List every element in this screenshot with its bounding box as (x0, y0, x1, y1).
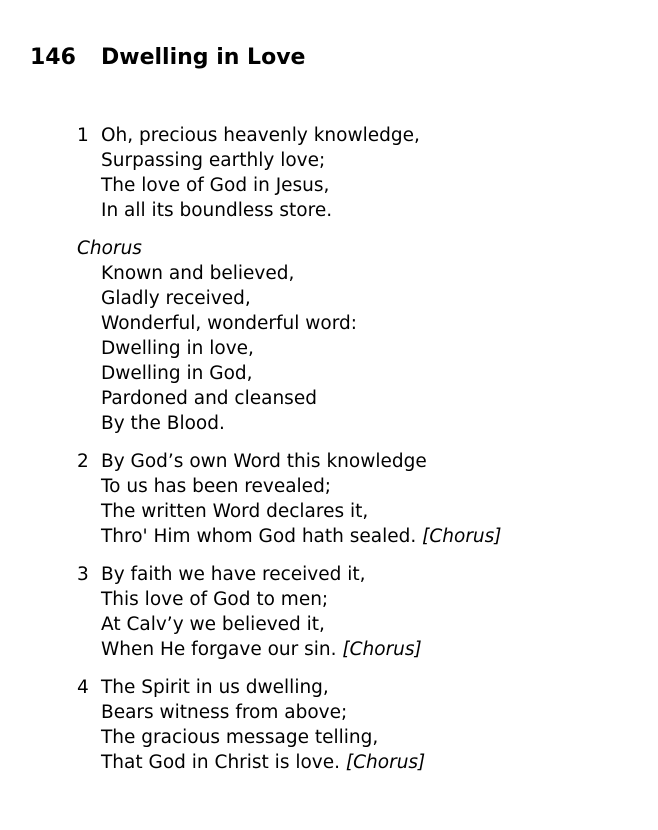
hymn-header (30, 43, 305, 73)
verse-line (77, 675, 502, 700)
chorus-reference: [Chorus] (345, 752, 426, 773)
verse-line (77, 449, 502, 474)
verse-line-text: At Calv’y we believed it, (101, 614, 325, 635)
chorus-line-text: Dwelling in God, (101, 363, 253, 384)
verse-line (77, 173, 502, 198)
verse-3 (77, 562, 502, 662)
verse-line (77, 499, 502, 524)
verse-line (77, 148, 502, 173)
verse-line-text: The gracious message telling, (101, 727, 379, 748)
chorus (77, 236, 502, 436)
verse-1 (77, 123, 502, 223)
verse-number: 4 (77, 677, 89, 698)
verse-line (77, 612, 502, 637)
chorus-line (77, 411, 502, 436)
verse-line-text: This love of God to men; (101, 589, 329, 610)
verse-line (77, 474, 502, 499)
chorus-reference: [Chorus] (342, 639, 422, 660)
verse-line-text: Surpassing earthly love; (101, 150, 326, 171)
chorus-line (77, 336, 502, 361)
verse-line-text: In all its boundless store. (101, 200, 333, 221)
verse-line-text: To us has been revealed; (101, 476, 332, 497)
verse-line-text: The written Word declares it, (101, 501, 369, 522)
chorus-reference: [Chorus] (422, 526, 502, 547)
verse-line (77, 725, 502, 750)
verse-line-text: When He forgave our sin. (101, 639, 337, 660)
verse-line (77, 123, 502, 148)
verse-line (77, 587, 502, 612)
chorus-line-text: By the Blood. (101, 413, 225, 434)
chorus-line (77, 361, 502, 386)
verse-number: 2 (77, 451, 89, 472)
chorus-line-text: Gladly received, (101, 288, 251, 309)
verse-line (77, 700, 502, 725)
verse-line-text: By God’s own Word this knowledge (101, 451, 427, 472)
chorus-line (77, 386, 502, 411)
verse-2 (77, 449, 502, 549)
verse-line-text: Oh, precious heavenly knowledge, (101, 125, 420, 146)
verse-line (77, 637, 502, 662)
lyrics (77, 123, 502, 788)
chorus-line-text: Wonderful, wonderful word: (101, 313, 357, 334)
chorus-line (77, 286, 502, 311)
verse-line-text: Thro' Him whom God hath sealed. (101, 526, 417, 547)
verse-line (77, 524, 502, 549)
verse-line-text: The Spirit in us dwelling, (101, 677, 329, 698)
verse-line-text: Bears witness from above; (101, 702, 348, 723)
verse-line-text: By faith we have received it, (101, 564, 366, 585)
verse-line (77, 562, 502, 587)
hymn-title: Dwelling in Love (101, 45, 306, 70)
verse-line-text: The love of God in Jesus, (101, 175, 330, 196)
chorus-line (77, 261, 502, 286)
verse-line (77, 750, 502, 775)
chorus-line-text: Pardoned and cleansed (101, 388, 317, 409)
chorus-line-text: Known and believed, (101, 263, 295, 284)
verse-number: 1 (77, 125, 89, 146)
verse-number: 3 (77, 564, 89, 585)
chorus-line (77, 311, 502, 336)
chorus-heading: Chorus (77, 238, 142, 259)
verse-line (77, 198, 502, 223)
verse-4 (77, 675, 502, 775)
verse-line-text: That God in Christ is love. (101, 752, 341, 773)
hymn-number: 146 (30, 45, 76, 70)
chorus-line-text: Dwelling in love, (101, 338, 254, 359)
